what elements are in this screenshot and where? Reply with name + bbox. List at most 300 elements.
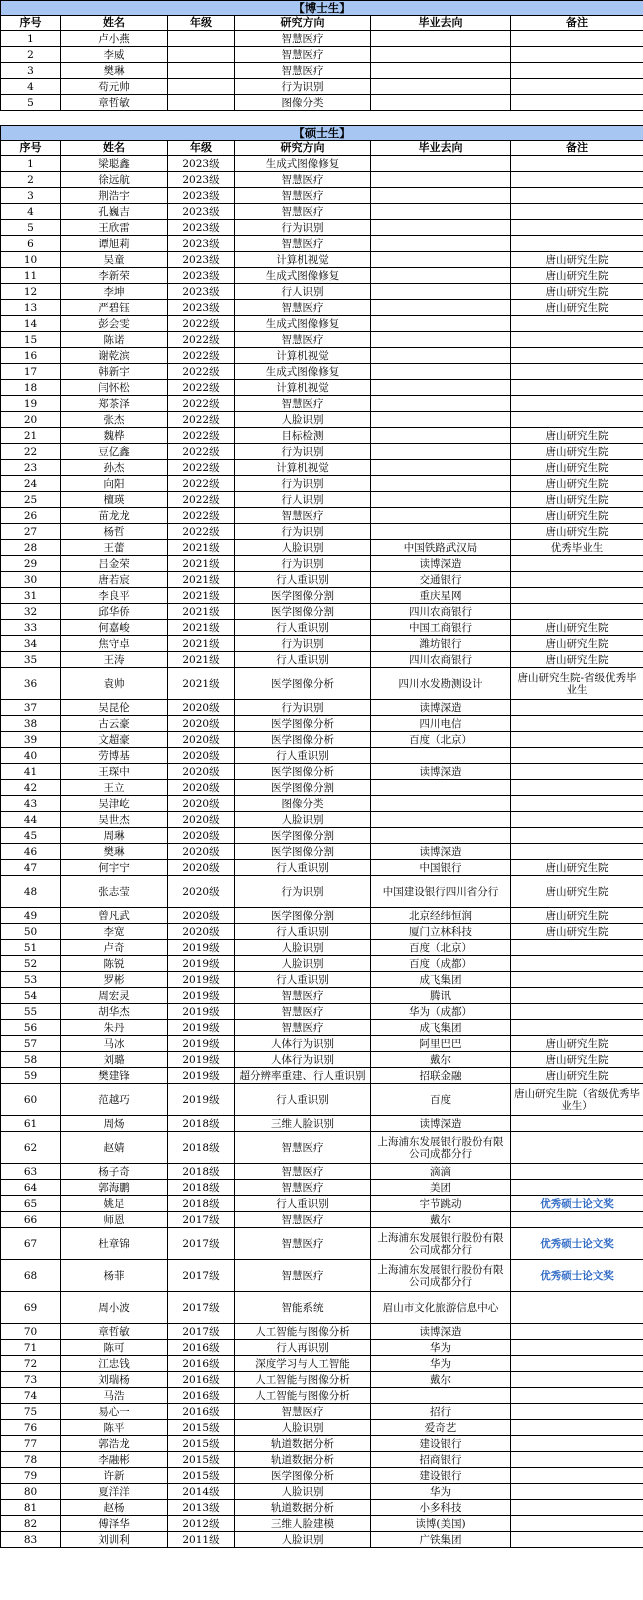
cell-destination — [371, 79, 511, 95]
cell-name: 刘璐 — [61, 1052, 168, 1068]
cell-research: 智慧医疗 — [235, 172, 371, 188]
cell-name: 陈平 — [61, 1420, 168, 1436]
table-row — [1, 828, 643, 844]
cell-destination: 广铁集团 — [371, 1532, 511, 1548]
cell-name: 严碧钰 — [61, 300, 168, 316]
cell-destination — [371, 460, 511, 476]
cell-destination — [371, 396, 511, 412]
cell-research: 智慧医疗 — [235, 1020, 371, 1036]
cell-destination — [371, 428, 511, 444]
table-row — [1, 300, 643, 316]
header-research: 研究方向 — [235, 141, 371, 156]
cell-remarks — [511, 204, 643, 220]
cell-index: 16 — [1, 348, 61, 364]
cell-grade: 2023级 — [168, 188, 235, 204]
cell-research: 行为识别 — [235, 876, 371, 908]
cell-name: 吴童 — [61, 252, 168, 268]
cell-name: 傅泽华 — [61, 1516, 168, 1532]
cell-grade: 2022级 — [168, 364, 235, 380]
cell-index: 3 — [1, 63, 61, 79]
cell-grade — [168, 79, 235, 95]
cell-destination — [371, 812, 511, 828]
table-row — [1, 1372, 643, 1388]
cell-research: 生成式图像修复 — [235, 364, 371, 380]
cell-index: 62 — [1, 1132, 61, 1164]
table-row — [1, 1516, 643, 1532]
cell-destination: 戴尔 — [371, 1052, 511, 1068]
table-row — [1, 252, 643, 268]
cell-destination: 腾讯 — [371, 988, 511, 1004]
cell-remarks — [511, 1500, 643, 1516]
cell-index: 46 — [1, 844, 61, 860]
cell-research: 医学图像分割 — [235, 828, 371, 844]
cell-research: 医学图像分割 — [235, 780, 371, 796]
table-row — [1, 63, 643, 79]
table-row — [1, 1196, 643, 1212]
cell-destination: 上海浦东发展银行股份有限公司成都分行 — [371, 1228, 511, 1260]
cell-remarks — [511, 156, 643, 172]
cell-remarks: 唐山研究生院 — [511, 652, 643, 668]
cell-grade: 2016级 — [168, 1388, 235, 1404]
table-row — [1, 492, 643, 508]
cell-index: 80 — [1, 1484, 61, 1500]
cell-remarks: 唐山研究生院 — [511, 1068, 643, 1084]
cell-index: 32 — [1, 604, 61, 620]
cell-remarks: 唐山研究生院 — [511, 300, 643, 316]
cell-name: 吕金荣 — [61, 556, 168, 572]
cell-destination: 爱奇艺 — [371, 1420, 511, 1436]
cell-grade: 2023级 — [168, 156, 235, 172]
cell-grade: 2022级 — [168, 332, 235, 348]
cell-name: 许新 — [61, 1468, 168, 1484]
table-row — [1, 812, 643, 828]
cell-name: 梁聪鑫 — [61, 156, 168, 172]
cell-grade: 2019级 — [168, 1052, 235, 1068]
cell-remarks — [511, 1212, 643, 1228]
table-row — [1, 1212, 643, 1228]
cell-grade: 2018级 — [168, 1196, 235, 1212]
cell-grade: 2020级 — [168, 908, 235, 924]
cell-remarks — [511, 1116, 643, 1132]
cell-grade: 2014级 — [168, 1484, 235, 1500]
cell-name: 樊建锋 — [61, 1068, 168, 1084]
cell-remarks — [511, 732, 643, 748]
cell-grade: 2018级 — [168, 1164, 235, 1180]
cell-remarks — [511, 172, 643, 188]
cell-research: 智慧医疗 — [235, 1228, 371, 1260]
cell-index: 75 — [1, 1404, 61, 1420]
cell-research: 人工智能与图像分析 — [235, 1324, 371, 1340]
cell-research: 行为识别 — [235, 524, 371, 540]
cell-name: 姚足 — [61, 1196, 168, 1212]
cell-index: 40 — [1, 748, 61, 764]
table-row — [1, 172, 643, 188]
cell-index: 43 — [1, 796, 61, 812]
cell-research: 人体行为识别 — [235, 1052, 371, 1068]
cell-name: 卢奇 — [61, 940, 168, 956]
cell-destination: 宇节跳动 — [371, 1196, 511, 1212]
cell-research: 医学图像分割 — [235, 908, 371, 924]
cell-grade: 2021级 — [168, 572, 235, 588]
cell-destination: 中国铁路武汉局 — [371, 540, 511, 556]
cell-remarks: 优秀硕士论文奖 — [511, 1228, 643, 1260]
cell-destination: 上海浦东发展银行股份有限公司成都分行 — [371, 1132, 511, 1164]
cell-remarks: 唐山研究生院 — [511, 876, 643, 908]
cell-index: 70 — [1, 1324, 61, 1340]
table-row — [1, 668, 643, 700]
cell-research: 轨道数据分析 — [235, 1500, 371, 1516]
cell-destination — [371, 508, 511, 524]
cell-index: 38 — [1, 716, 61, 732]
cell-remarks — [511, 412, 643, 428]
cell-index: 5 — [1, 220, 61, 236]
header-grade: 年级 — [168, 141, 235, 156]
cell-remarks — [511, 1436, 643, 1452]
cell-name: 樊琳 — [61, 844, 168, 860]
cell-index: 48 — [1, 876, 61, 908]
cell-name: 徐远航 — [61, 172, 168, 188]
cell-research: 行人识别 — [235, 284, 371, 300]
cell-destination — [371, 316, 511, 332]
cell-name: 郭浩龙 — [61, 1436, 168, 1452]
cell-research: 计算机视觉 — [235, 380, 371, 396]
cell-grade: 2019级 — [168, 1004, 235, 1020]
cell-index: 13 — [1, 300, 61, 316]
cell-remarks: 唐山研究生院 — [511, 620, 643, 636]
cell-destination — [371, 47, 511, 63]
cell-grade: 2022级 — [168, 524, 235, 540]
cell-grade: 2020级 — [168, 796, 235, 812]
cell-research: 智慧医疗 — [235, 63, 371, 79]
table-row — [1, 1068, 643, 1084]
cell-index: 71 — [1, 1340, 61, 1356]
table-row — [1, 940, 643, 956]
cell-remarks: 唐山研究生院（省级优秀毕业生） — [511, 1084, 643, 1116]
cell-index: 15 — [1, 332, 61, 348]
cell-grade: 2023级 — [168, 284, 235, 300]
cell-name: 李威 — [61, 47, 168, 63]
cell-destination: 招联金融 — [371, 1068, 511, 1084]
header-destination: 毕业去向 — [371, 141, 511, 156]
cell-name: 章哲敏 — [61, 1324, 168, 1340]
cell-remarks: 唐山研究生院 — [511, 508, 643, 524]
table-row — [1, 348, 643, 364]
cell-name: 杨菲 — [61, 1260, 168, 1292]
cell-research: 智慧医疗 — [235, 1180, 371, 1196]
cell-remarks: 唐山研究生院 — [511, 444, 643, 460]
cell-index: 26 — [1, 508, 61, 524]
table-row — [1, 1340, 643, 1356]
cell-remarks: 唐山研究生院 — [511, 924, 643, 940]
cell-index: 55 — [1, 1004, 61, 1020]
cell-name: 胡华杰 — [61, 1004, 168, 1020]
cell-name: 焦守卓 — [61, 636, 168, 652]
cell-remarks — [511, 332, 643, 348]
table-row — [1, 972, 643, 988]
table-row — [1, 860, 643, 876]
cell-name: 彭会雯 — [61, 316, 168, 332]
cell-remarks — [511, 572, 643, 588]
table-row — [1, 396, 643, 412]
cell-index: 59 — [1, 1068, 61, 1084]
table-row — [1, 476, 643, 492]
cell-remarks — [511, 1372, 643, 1388]
cell-name: 向阳 — [61, 476, 168, 492]
cell-remarks — [511, 188, 643, 204]
cell-index: 66 — [1, 1212, 61, 1228]
cell-name: 王琛中 — [61, 764, 168, 780]
cell-remarks — [511, 79, 643, 95]
cell-remarks — [511, 1516, 643, 1532]
header-index: 序号 — [1, 141, 61, 156]
cell-grade: 2020级 — [168, 764, 235, 780]
cell-name: 孙杰 — [61, 460, 168, 476]
table-row — [1, 524, 643, 540]
cell-research: 人脸识别 — [235, 540, 371, 556]
cell-name: 文超豪 — [61, 732, 168, 748]
cell-destination — [371, 95, 511, 111]
cell-research: 计算机视觉 — [235, 460, 371, 476]
header-destination: 毕业去向 — [371, 16, 511, 31]
cell-research: 行人重识别 — [235, 620, 371, 636]
table-row — [1, 204, 643, 220]
cell-index: 67 — [1, 1228, 61, 1260]
cell-research: 人脸识别 — [235, 412, 371, 428]
cell-remarks — [511, 940, 643, 956]
cell-index: 17 — [1, 364, 61, 380]
cell-index: 77 — [1, 1436, 61, 1452]
cell-destination: 四川农商银行 — [371, 652, 511, 668]
cell-index: 24 — [1, 476, 61, 492]
cell-destination: 华为 — [371, 1484, 511, 1500]
table-row — [1, 1180, 643, 1196]
cell-index: 10 — [1, 252, 61, 268]
cell-grade: 2016级 — [168, 1404, 235, 1420]
table-row — [1, 1036, 643, 1052]
table-row — [1, 1404, 643, 1420]
cell-research: 智慧医疗 — [235, 1004, 371, 1020]
cell-remarks — [511, 828, 643, 844]
table-row — [1, 1260, 643, 1292]
cell-destination: 滴滴 — [371, 1164, 511, 1180]
cell-index: 37 — [1, 700, 61, 716]
cell-index: 1 — [1, 31, 61, 47]
cell-index: 76 — [1, 1420, 61, 1436]
cell-remarks — [511, 1292, 643, 1324]
cell-index: 69 — [1, 1292, 61, 1324]
cell-remarks: 唐山研究生院 — [511, 268, 643, 284]
table-row — [1, 1468, 643, 1484]
cell-grade: 2021级 — [168, 620, 235, 636]
cell-research: 医学图像分割 — [235, 604, 371, 620]
cell-destination: 阿里巴巴 — [371, 1036, 511, 1052]
cell-name: 王蕾 — [61, 540, 168, 556]
cell-remarks — [511, 796, 643, 812]
cell-name: 吴津屹 — [61, 796, 168, 812]
cell-research: 行人重识别 — [235, 1084, 371, 1116]
table-row — [1, 412, 643, 428]
masters-header-row — [1, 141, 643, 156]
cell-name: 曾凡武 — [61, 908, 168, 924]
table-row — [1, 316, 643, 332]
cell-index: 6 — [1, 236, 61, 252]
cell-name: 樊琳 — [61, 63, 168, 79]
cell-name: 李宽 — [61, 924, 168, 940]
table-row — [1, 620, 643, 636]
cell-research: 行人重识别 — [235, 972, 371, 988]
cell-research: 人脸识别 — [235, 1532, 371, 1548]
cell-remarks — [511, 1468, 643, 1484]
header-name: 姓名 — [61, 16, 168, 31]
cell-index: 34 — [1, 636, 61, 652]
cell-grade: 2022级 — [168, 316, 235, 332]
cell-destination — [371, 380, 511, 396]
cell-name: 豆亿鑫 — [61, 444, 168, 460]
cell-research: 计算机视觉 — [235, 252, 371, 268]
cell-remarks — [511, 380, 643, 396]
cell-grade: 2015级 — [168, 1420, 235, 1436]
cell-destination — [371, 252, 511, 268]
cell-index: 31 — [1, 588, 61, 604]
cell-remarks — [511, 220, 643, 236]
cell-name: 刘训利 — [61, 1532, 168, 1548]
cell-research: 深度学习与人工智能 — [235, 1356, 371, 1372]
phd-header-row — [1, 16, 643, 31]
cell-grade: 2021级 — [168, 636, 235, 652]
cell-grade — [168, 31, 235, 47]
cell-grade: 2020级 — [168, 732, 235, 748]
cell-index: 72 — [1, 1356, 61, 1372]
cell-name: 易心一 — [61, 1404, 168, 1420]
cell-remarks — [511, 1164, 643, 1180]
masters-table — [0, 125, 643, 1548]
cell-research: 智慧医疗 — [235, 1132, 371, 1164]
cell-remarks — [511, 1020, 643, 1036]
cell-remarks — [511, 31, 643, 47]
cell-grade: 2016级 — [168, 1340, 235, 1356]
cell-research: 医学图像分析 — [235, 732, 371, 748]
cell-research: 智慧医疗 — [235, 188, 371, 204]
cell-research: 人脸识别 — [235, 956, 371, 972]
cell-research: 行人重识别 — [235, 924, 371, 940]
cell-index: 36 — [1, 668, 61, 700]
cell-name: 罗彬 — [61, 972, 168, 988]
cell-index: 23 — [1, 460, 61, 476]
cell-name: 刘瑞杨 — [61, 1372, 168, 1388]
header-research: 研究方向 — [235, 16, 371, 31]
cell-grade: 2015级 — [168, 1436, 235, 1452]
cell-destination: 中国工商银行 — [371, 620, 511, 636]
table-row — [1, 572, 643, 588]
cell-destination: 建设银行 — [371, 1436, 511, 1452]
cell-grade: 2018级 — [168, 1116, 235, 1132]
table-row — [1, 1436, 643, 1452]
table-row — [1, 95, 643, 111]
cell-research: 医学图像分割 — [235, 844, 371, 860]
table-row — [1, 732, 643, 748]
cell-index: 79 — [1, 1468, 61, 1484]
table-row — [1, 47, 643, 63]
cell-name: 周小波 — [61, 1292, 168, 1324]
cell-destination — [371, 236, 511, 252]
cell-index: 68 — [1, 1260, 61, 1292]
cell-grade: 2021级 — [168, 556, 235, 572]
cell-name: 朱丹 — [61, 1020, 168, 1036]
cell-grade: 2022级 — [168, 412, 235, 428]
cell-remarks — [511, 1388, 643, 1404]
cell-destination: 四川水发勘测设计 — [371, 668, 511, 700]
cell-remarks — [511, 1180, 643, 1196]
cell-name: 袁帅 — [61, 668, 168, 700]
cell-destination: 戴尔 — [371, 1372, 511, 1388]
cell-name: 韩新宇 — [61, 364, 168, 380]
cell-destination: 中国银行 — [371, 860, 511, 876]
cell-name: 马浩 — [61, 1388, 168, 1404]
cell-index: 11 — [1, 268, 61, 284]
header-remarks: 备注 — [511, 141, 643, 156]
cell-grade: 2020级 — [168, 780, 235, 796]
cell-research: 智慧医疗 — [235, 31, 371, 47]
cell-name: 郭海鹏 — [61, 1180, 168, 1196]
cell-index: 63 — [1, 1164, 61, 1180]
cell-research: 计算机视觉 — [235, 348, 371, 364]
cell-destination — [371, 1388, 511, 1404]
table-row — [1, 1004, 643, 1020]
cell-research: 行人识别 — [235, 492, 371, 508]
cell-name: 马冰 — [61, 1036, 168, 1052]
cell-remarks — [511, 1340, 643, 1356]
cell-index: 41 — [1, 764, 61, 780]
cell-name: 邱华侨 — [61, 604, 168, 620]
cell-remarks — [511, 988, 643, 1004]
cell-research: 医学图像分析 — [235, 668, 371, 700]
cell-research: 行人重识别 — [235, 652, 371, 668]
cell-research: 三维人脸建模 — [235, 1516, 371, 1532]
cell-remarks — [511, 1420, 643, 1436]
table-row — [1, 1084, 643, 1116]
cell-destination: 百度（北京） — [371, 940, 511, 956]
cell-index: 2 — [1, 172, 61, 188]
cell-index: 22 — [1, 444, 61, 460]
table-row — [1, 444, 643, 460]
cell-destination: 华为（成都） — [371, 1004, 511, 1020]
cell-index: 73 — [1, 1372, 61, 1388]
cell-remarks: 唐山研究生院-省级优秀毕业生 — [511, 668, 643, 700]
cell-index: 54 — [1, 988, 61, 1004]
cell-grade: 2021级 — [168, 588, 235, 604]
cell-remarks — [511, 1132, 643, 1164]
cell-remarks: 唐山研究生院 — [511, 428, 643, 444]
cell-remarks: 唐山研究生院 — [511, 860, 643, 876]
cell-name: 吴昆伦 — [61, 700, 168, 716]
cell-name: 杨子奇 — [61, 1164, 168, 1180]
table-row — [1, 364, 643, 380]
cell-destination — [371, 828, 511, 844]
cell-grade: 2019级 — [168, 1036, 235, 1052]
cell-grade: 2021级 — [168, 668, 235, 700]
table-row — [1, 1500, 643, 1516]
cell-index: 33 — [1, 620, 61, 636]
cell-index: 82 — [1, 1516, 61, 1532]
cell-name: 杨哲 — [61, 524, 168, 540]
cell-index: 21 — [1, 428, 61, 444]
table-row — [1, 1132, 643, 1164]
cell-grade: 2016级 — [168, 1372, 235, 1388]
table-row — [1, 748, 643, 764]
cell-index: 56 — [1, 1020, 61, 1036]
cell-remarks — [511, 604, 643, 620]
cell-grade: 2022级 — [168, 348, 235, 364]
